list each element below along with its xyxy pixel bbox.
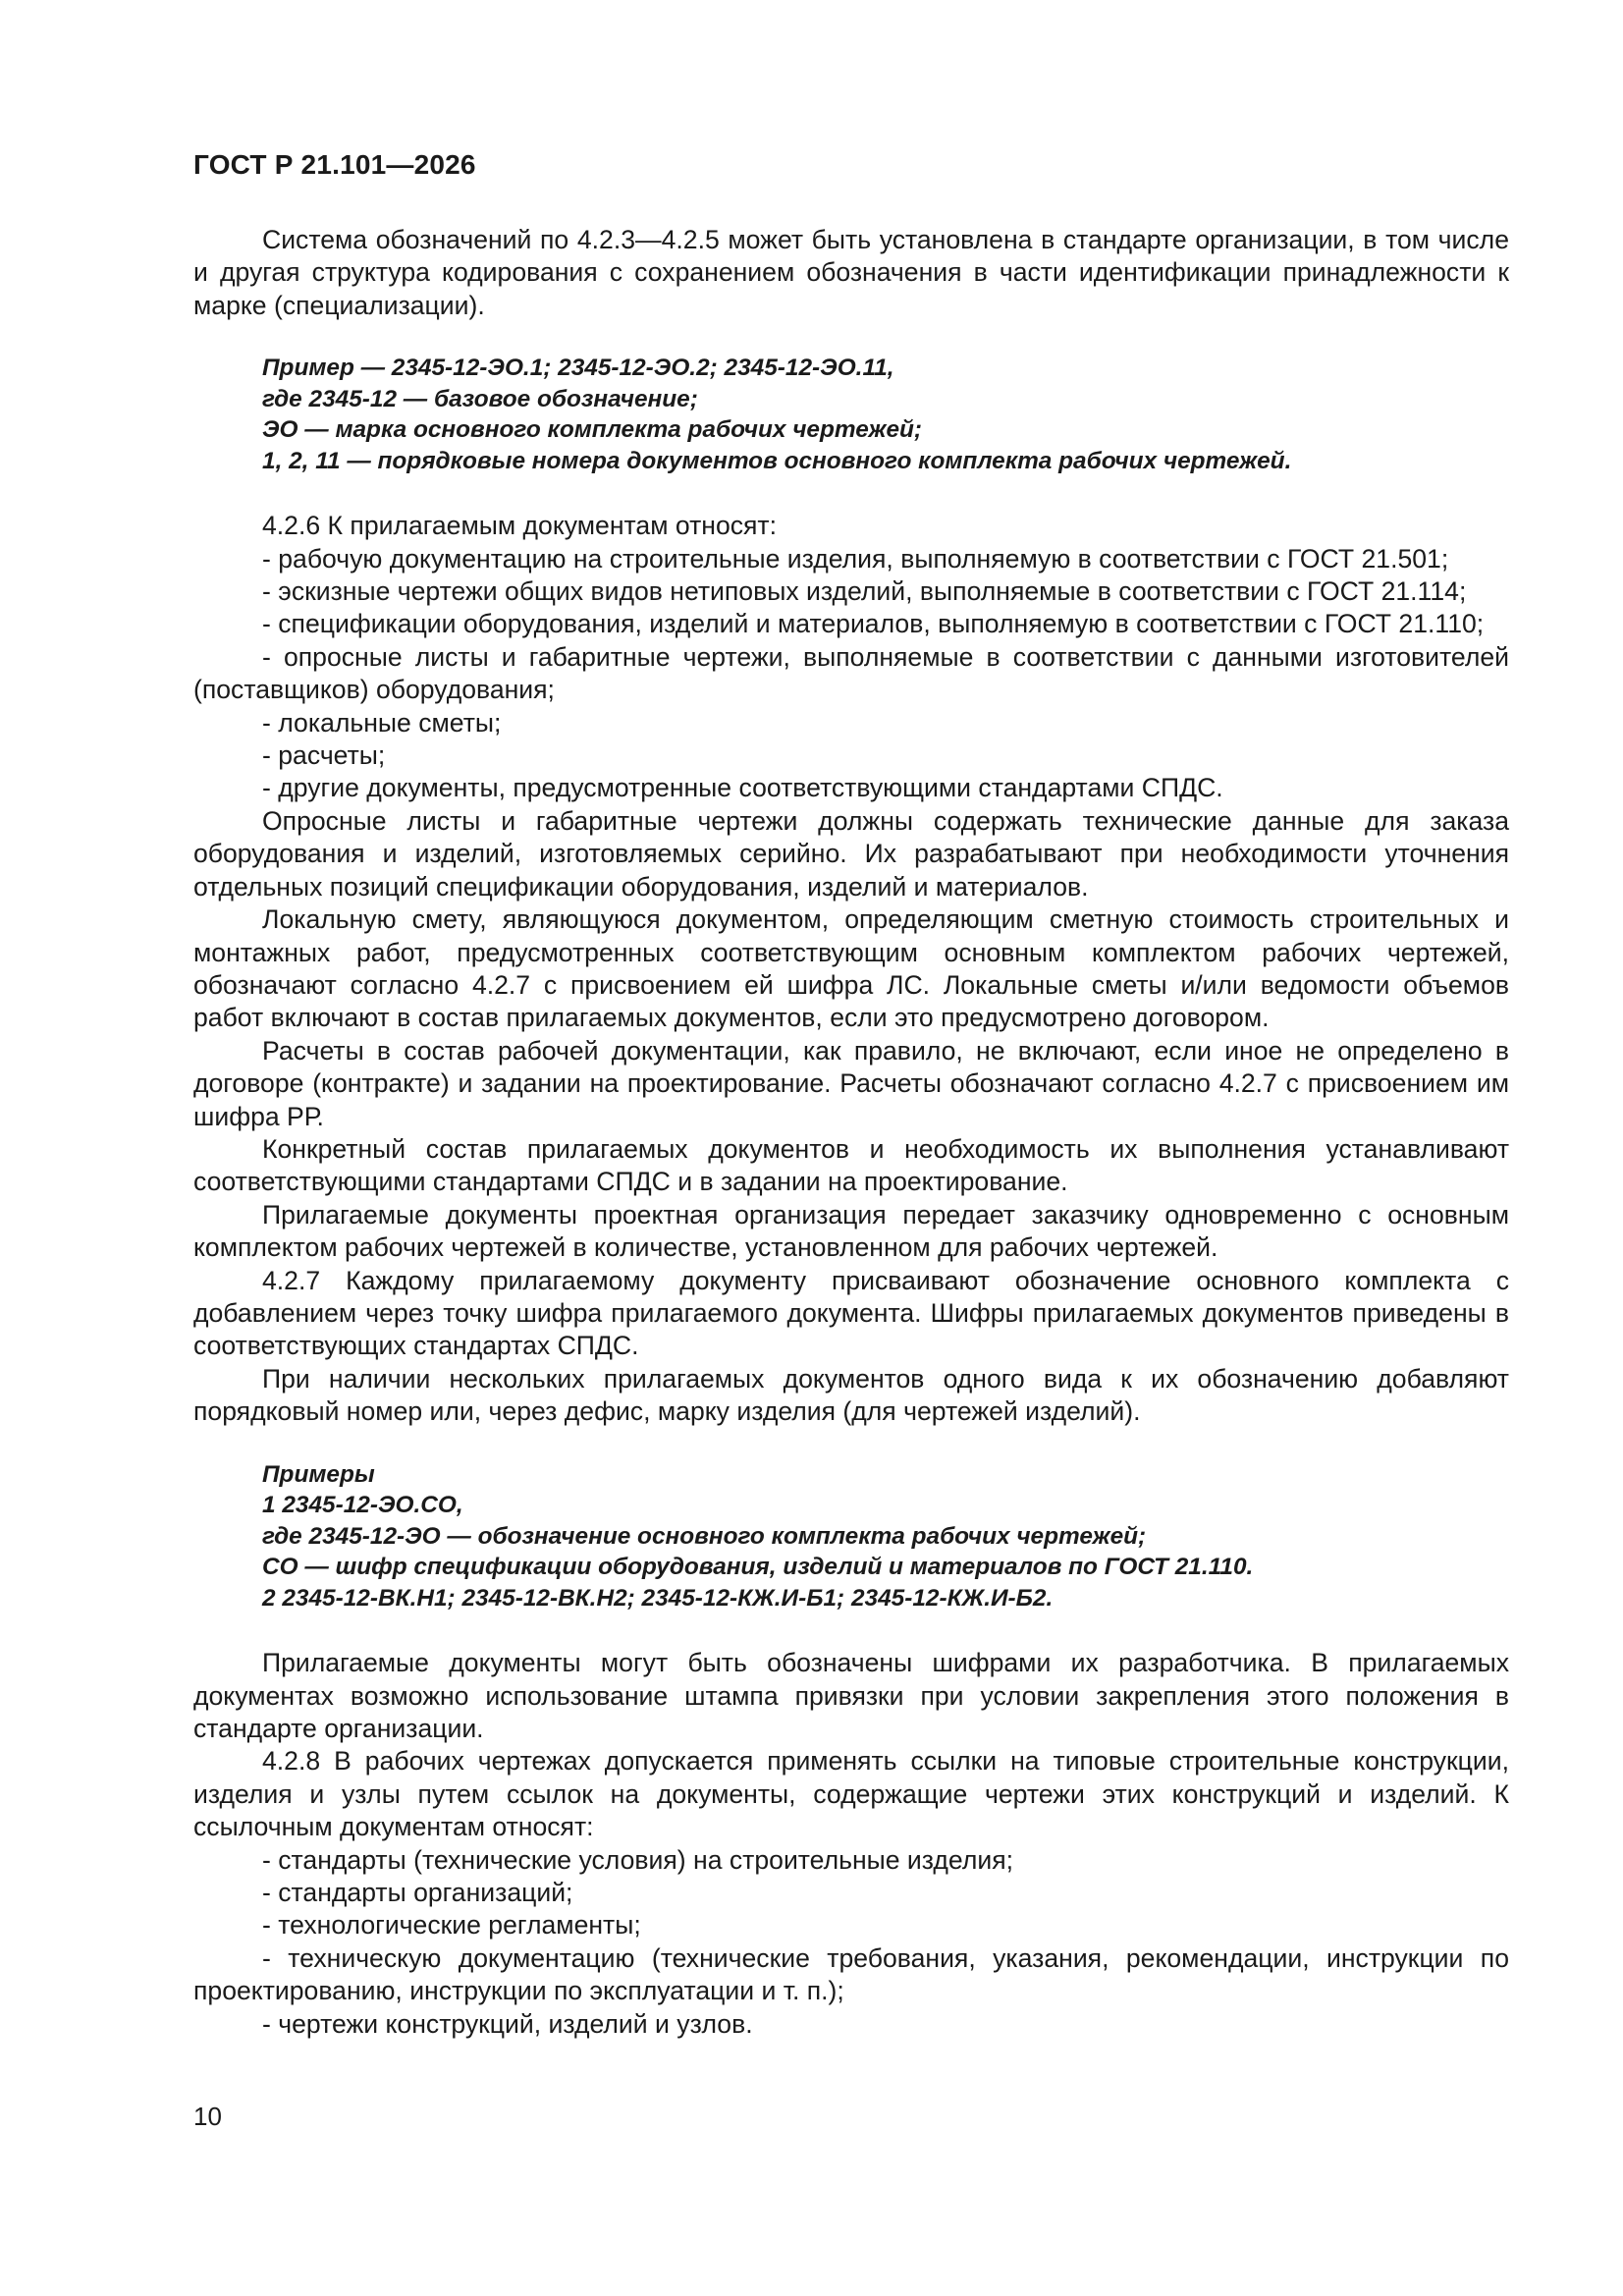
intro-paragraph: Система обозначений по 4.2.3—4.2.5 может быть установлена в стандарте организации, в том числе и другая структура кодирования с сохранением обозначения в части идентификации принадлежности к марке (специализации). [193,225,1509,320]
example-block-1 [193,353,1509,476]
section-4-2-7 [193,1265,1509,1429]
paragraph: Локальную смету, являющуюся документом, определяющим сметную стоимость строительных и монтажных работ, предусмотренных соответствующим основным комплектом рабочих чертежей, обозначают согласно 4.2.7 с присвоением ей шифра ЛС. Локальные сметы и/или ведомости объемов работ включают в состав прилагаемых документов, если это предусмотрено договором. [193,904,1509,1033]
list-item: - опросные листы и габаритные чертежи, выполняемые в соответствии с данными изготовителей (поставщиков) оборудования; [193,641,1509,705]
list-item: - стандарты организаций; [262,1877,573,1907]
list-item: - другие документы, предусмотренные соответствующими стандартами СПДС. [262,773,1223,803]
paragraph: Опросные листы и габаритные чертежи должны содержать технические данные для заказа оборудования и изделий, изготовляемых серийно. Их разрабатывают при необходимости уточнения отдельных позиций спецификации оборудования, изделий и материалов. [193,805,1509,902]
list-item: - чертежи конструкций, изделий и узлов. [262,2008,753,2039]
list-item: - техническую документацию (технические требования, указания, рекомендации, инструкции по проектированию, инструкции по эксплуатации и т. п.); [193,1942,1509,2006]
list-item: - спецификации оборудования, изделий и материалов, выполняемую в соответствии с ГОСТ 21.110; [262,609,1485,639]
example-line: где 2345-12 — базовое обозначение; [262,385,698,412]
page-number: 10 [193,2102,222,2131]
spacer [193,476,1509,510]
example-line: где 2345-12-ЭО — обозначение основного комплекта рабочих чертежей; [262,1522,1147,1550]
list-item: - стандарты (технические условия) на строительные изделия; [262,1844,1013,1875]
list-item: - технологические регламенты; [262,1910,641,1941]
section-4-2-6 [193,510,1509,1264]
document-body [193,224,1509,2041]
spacer [193,1429,1509,1459]
paragraph: Прилагаемые документы проектная организация передает заказчику одновременно с основным комплектом рабочих чертежей в количестве, установленном для рабочих чертежей. [193,1199,1509,1263]
section-lead: 4.2.8 В рабочих чертежах допускается применять ссылки на типовые строительные конструкции, изделия и узлы путем ссылок на документы, содержащие чертежи этих конструкций и изделий. К ссылочным документам относят: [193,1746,1509,1842]
paragraph: При наличии нескольких прилагаемых документов одного вида к их обозначению добавляют порядковый номер или, через дефис, марку изделия (для чертежей изделий). [193,1363,1509,1427]
paragraph: 4.2.7 Каждому прилагаемому документу присваивают обозначение основного комплекта с добавлением через точку шифра прилагаемого документа. Шифры прилагаемых документов приведены в соответствующих стандартах СПДС. [193,1265,1509,1361]
paragraph: Прилагаемые документы могут быть обозначены шифрами их разработчика. В прилагаемых документах возможно использование штампа привязки при условии закрепления этого положения в стандарте организации. [193,1648,1509,1743]
spacer [193,1613,1509,1647]
section-4-2-8 [193,1745,1509,2041]
example-line: Примеры [262,1460,375,1488]
example-line: 1 2345-12-ЭО.СО, [262,1492,463,1519]
paragraph: Конкретный состав прилагаемых документов и необходимость их выполнения устанавливают соответствующими стандартами СПДС и в задании на проектирование. [193,1133,1509,1197]
example-line: Пример — 2345-12-ЭО.1; 2345-12-ЭО.2; 2345-12-ЭО.11, [262,355,894,382]
list-item: - расчеты; [262,740,386,771]
section-lead: 4.2.6 К прилагаемым документам относят: [262,511,778,541]
example-line: СО — шифр спецификации оборудования, изделий и материалов по ГОСТ 21.110. [262,1554,1254,1581]
example-block-2 [193,1459,1509,1614]
example-line: 2 2345-12-ВК.Н1; 2345-12-ВК.Н2; 2345-12-КЖ.И-Б1; 2345-12-КЖ.И-Б2. [262,1584,1054,1612]
list-item: - локальные сметы; [262,707,502,738]
spacer [193,322,1509,353]
example-line: 1, 2, 11 — порядковые номера документов основного комплекта рабочих чертежей. [262,447,1292,474]
list-item: - рабочую документацию на строительные изделия, выполняемую в соответствии с ГОСТ 21.501; [262,543,1449,574]
paragraph: Расчеты в состав рабочей документации, как правило, не включают, если иное не определено в договоре (контракте) и задании на проектирование. Расчеты обозначают согласно 4.2.7 с присвоением им шифра РР. [193,1035,1509,1131]
list-item: - эскизные чертежи общих видов нетиповых изделий, выполняемые в соответствии с ГОСТ 21.114; [262,576,1467,607]
example-line: ЭО — марка основного комплекта рабочих чертежей; [262,416,923,444]
document-header: ГОСТ Р 21.101—2026 [193,149,476,180]
